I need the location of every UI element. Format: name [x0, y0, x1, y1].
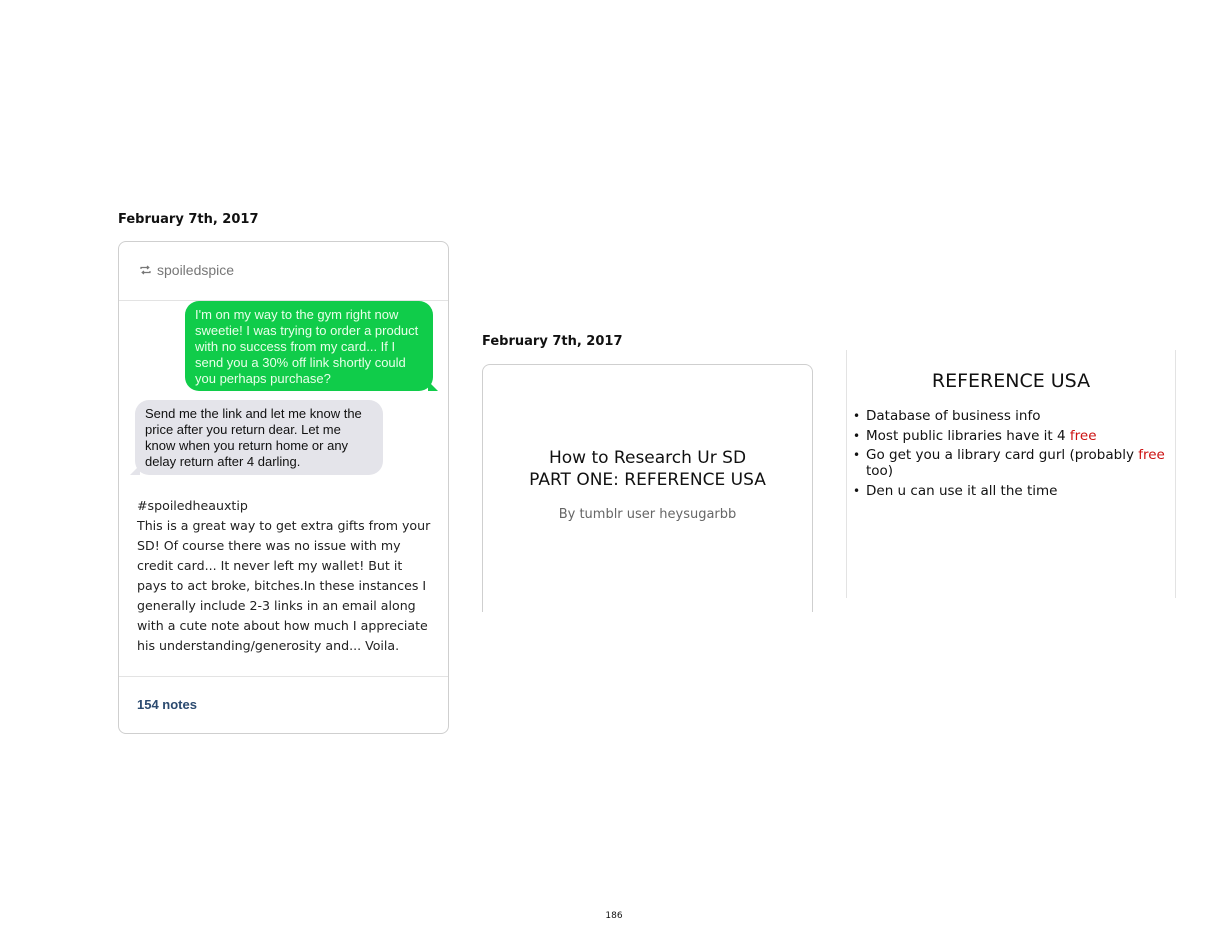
footer-divider [119, 676, 448, 677]
post-body [137, 496, 433, 656]
bullet-item [853, 483, 1175, 499]
post-hashtag[interactable]: #spoiledheauxtip [137, 498, 248, 513]
slide-title-line-2: PART ONE: REFERENCE USA [529, 470, 766, 490]
post-text: This is a great way to get extra gifts from your SD! Of course there was no issue with my credit card... It never left my wallet! But it pays to act broke, bitches.In these instances I generally include 2-3 links in an email along with a cute note about how much I appreciate his understanding/generosity and... Voila. [137, 518, 431, 653]
post-date: February 7th, 2017 [118, 212, 259, 227]
reblog-username[interactable]: spoiledspice [157, 262, 235, 278]
post-card [118, 241, 449, 734]
received-message-bubble: Send me the link and let me know the price after you return dear. Let me know when you return home or any delay return after 4 darling. [135, 400, 383, 475]
slide-card-reference[interactable] [846, 350, 1176, 598]
free-highlight: free [1069, 427, 1097, 444]
bullet-item [853, 428, 1175, 444]
reference-bullet-list [853, 408, 1175, 502]
reblog-icon [139, 265, 152, 275]
bullet-text-tail: too) [866, 463, 894, 479]
free-highlight: free [1138, 447, 1165, 463]
sent-message-bubble: I'm on my way to the gym right now sweetie! I was trying to order a product with no success from my card... If I send you a 30% off link shortly could you perhaps purchase? [185, 301, 433, 391]
bullet-item [853, 447, 1175, 479]
bullet-text: Database of business info [866, 408, 1041, 424]
reference-title: REFERENCE USA [931, 370, 1091, 392]
page-number: 186 [605, 911, 623, 921]
slide-byline: By tumblr user heysugarbb [558, 507, 737, 522]
bullet-item [853, 408, 1175, 424]
post-date-2: February 7th, 2017 [482, 334, 623, 349]
bullet-text: Most public libraries have it 4 [866, 427, 1070, 444]
bullet-text: Den u can use it all the time [866, 482, 1058, 499]
slide-title-line-1: How to Research Ur SD [548, 448, 747, 468]
reblog-header[interactable] [139, 262, 234, 278]
notes-count-link[interactable]: 154 notes [137, 697, 197, 712]
slide-card-title[interactable] [482, 364, 813, 612]
bullet-text: Go get you a library card gurl (probably [866, 447, 1139, 463]
